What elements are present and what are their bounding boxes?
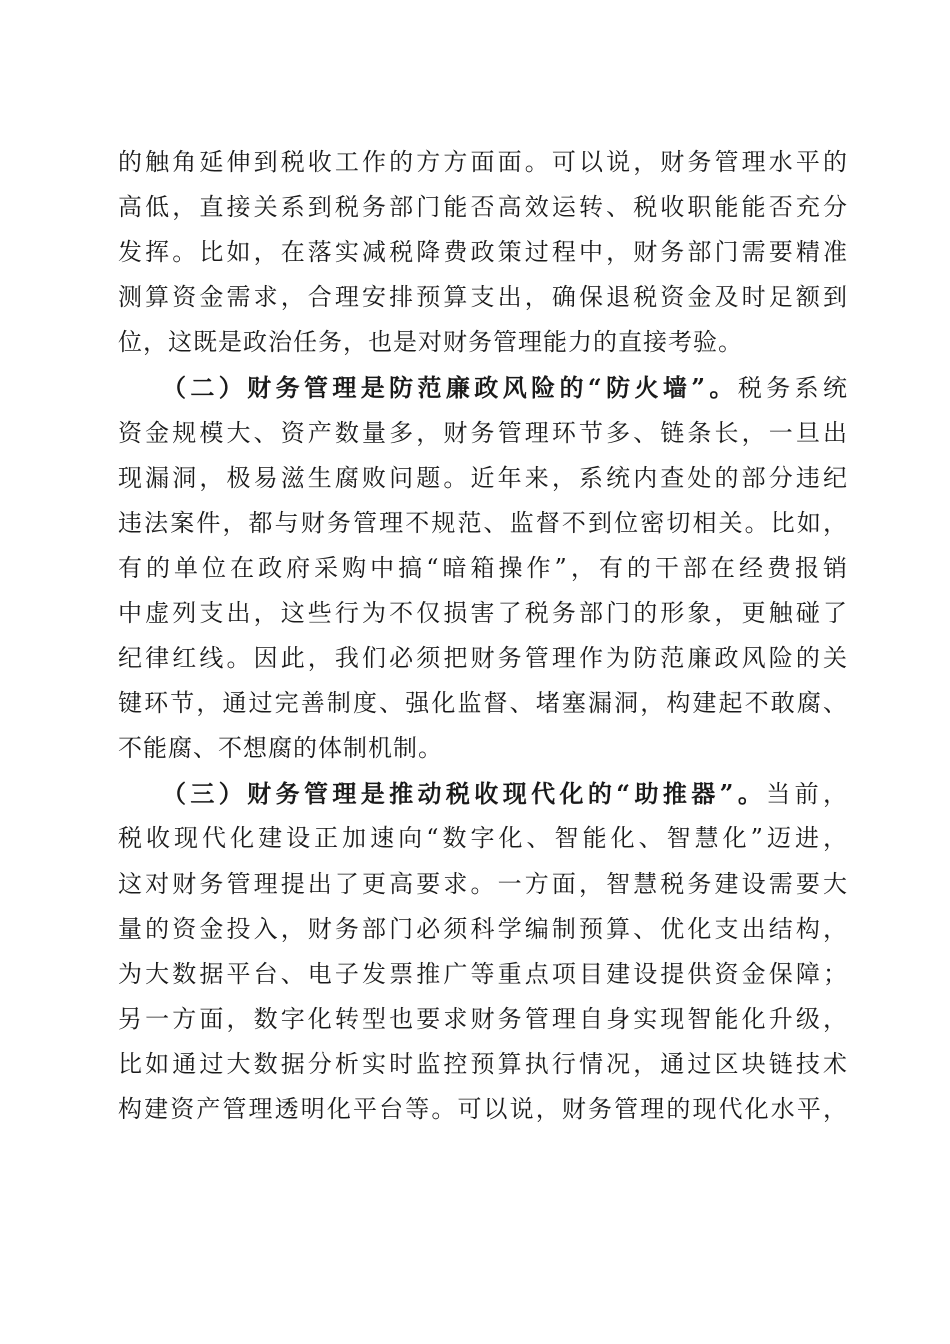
section-heading-2: （二）财务管理是防范廉政风险的“防火墙”。	[162, 373, 738, 403]
paragraph-2-line-2: 资金规模大、资产数量多，财务管理环节多、链条长，一旦出	[118, 418, 848, 447]
paragraph-3-first-line-rest: 当前，	[766, 780, 849, 809]
paragraph-2-line-7: 纪律红线。因此，我们必须把财务管理作为防范廉政风险的关	[118, 644, 848, 673]
paragraph-1-line-3: 发挥。比如，在落实减税降费政策过程中，财务部门需要精准	[118, 238, 848, 267]
paragraph-3-line-2: 税收现代化建设正加速向“数字化、智能化、智慧化”迈进，	[118, 824, 848, 853]
paragraph-2-line-3: 现漏洞，极易滋生腐败问题。近年来，系统内查处的部分违纪	[118, 463, 848, 492]
paragraph-2-line-6: 中虚列支出，这些行为不仅损害了税务部门的形象，更触碰了	[118, 598, 848, 627]
paragraph-3-line-7: 比如通过大数据分析实时监控预算执行情况，通过区块链技术	[118, 1049, 848, 1078]
paragraph-2-line-8: 键环节，通过完善制度、强化监督、堵塞漏洞，构建起不敢腐、	[118, 689, 848, 718]
paragraph-3-line-6: 另一方面，数字化转型也要求财务管理自身实现智能化升级，	[118, 1004, 848, 1033]
paragraph-1-line-2: 高低，直接关系到税务部门能否高效运转、税收职能能否充分	[118, 193, 848, 222]
paragraph-3-line-5: 为大数据平台、电子发票推广等重点项目建设提供资金保障；	[118, 959, 848, 988]
paragraph-2-line-4: 违法案件，都与财务管理不规范、监督不到位密切相关。比如，	[118, 508, 848, 537]
paragraph-3-first-line	[118, 771, 848, 816]
paragraph-2-first-line	[118, 365, 848, 410]
paragraph-3-line-8: 构建资产管理透明化平台等。可以说，财务管理的现代化水平，	[118, 1094, 848, 1123]
paragraph-2-line-9: 不能腐、不想腐的体制机制。	[118, 734, 443, 763]
paragraph-2-line-5: 有的单位在政府采购中搞“暗箱操作”，有的干部在经费报销	[118, 553, 848, 582]
paragraph-2-first-line-rest: 税务系统	[737, 374, 849, 403]
body-text	[118, 140, 848, 1132]
paragraph-3-line-3: 这对财务管理提出了更高要求。一方面，智慧税务建设需要大	[118, 869, 848, 898]
paragraph-1-line-4: 测算资金需求，合理安排预算支出，确保退税资金及时足额到	[118, 283, 848, 312]
paragraph-1-line-5: 位，这既是政治任务，也是对财务管理能力的直接考验。	[118, 328, 743, 357]
paragraph-3-line-4: 量的资金投入，财务部门必须科学编制预算、优化支出结构，	[118, 914, 848, 943]
section-heading-3: （三）财务管理是推动税收现代化的“助推器”。	[162, 779, 767, 809]
paragraph-1-line-1: 的触角延伸到税收工作的方方面面。可以说，财务管理水平的	[118, 148, 848, 176]
